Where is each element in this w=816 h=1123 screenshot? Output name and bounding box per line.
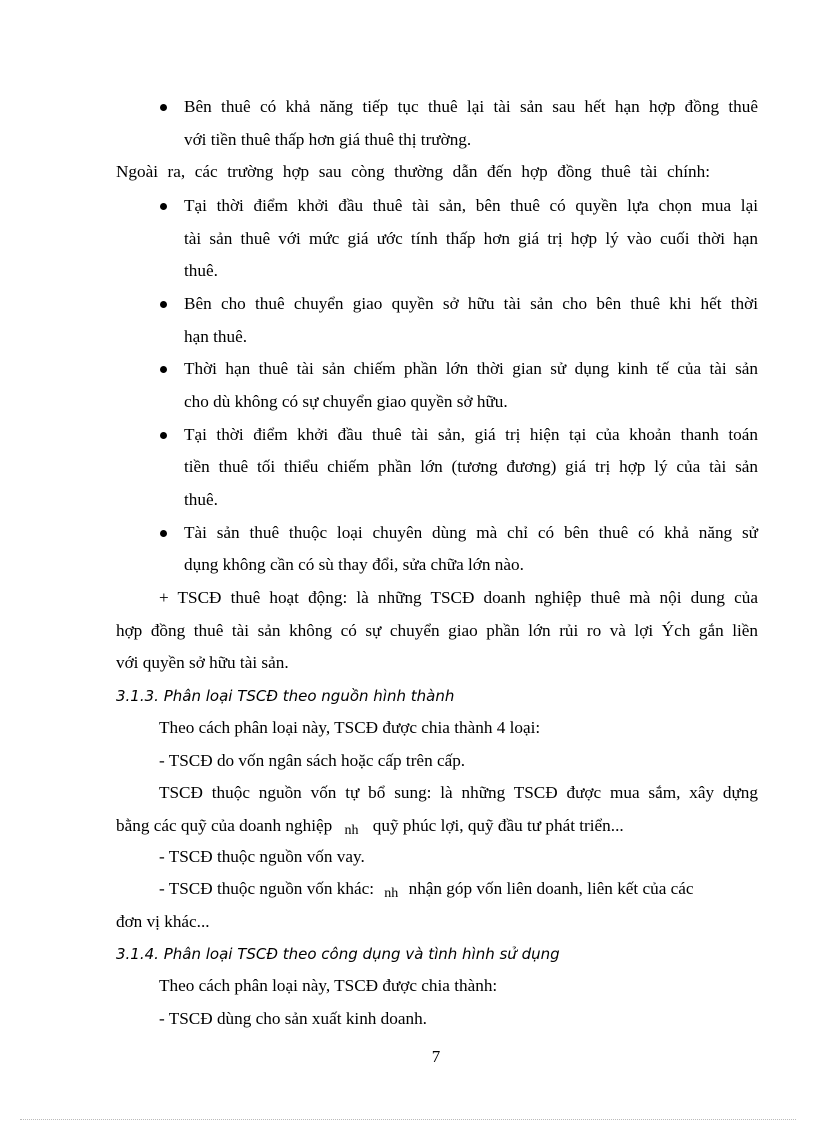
nh-fragment: nh <box>344 823 359 838</box>
bullet-5 <box>160 432 167 439</box>
text-line: với tiền thuê thấp hơn giá thuê thị trường. <box>184 130 472 149</box>
nh-fragment: nh <box>384 886 399 901</box>
text-line: Thời hạn thuê tài sản chiếm phần lớn thời gian sử dụng kinh tế của tài sản <box>184 359 758 378</box>
text-line: TSCĐ thuộc nguồn vốn tự bổ sung: là những TSCĐ được mua sắm, xây dựng <box>159 783 758 802</box>
text-segment: - TSCĐ thuộc nguồn vốn khác: <box>159 879 374 898</box>
text-line: hợp đồng thuê tài sản không có sự chuyển giao phần lớn rủi ro và lợi Ých gắn liền <box>116 621 758 640</box>
text-line: tiền thuê tối thiểu chiếm phần lớn (tương đương) giá trị hợp lý của tài sản <box>184 457 758 476</box>
text-line <box>159 878 694 902</box>
text-line: - TSCĐ do vốn ngân sách hoặc cấp trên cấp. <box>159 751 466 770</box>
text-segment: quỹ phúc lợi, quỹ đầu tư phát triển... <box>372 816 624 835</box>
text-line: + TSCĐ thuê hoạt động: là những TSCĐ doanh nghiệp thuê mà nội dung của <box>159 588 758 607</box>
text-line: - TSCĐ dùng cho sản xuất kinh doanh. <box>159 1009 427 1028</box>
text-line: Tại thời điểm khởi đầu thuê tài sản, bên thuê có quyền lựa chọn mua lại <box>184 196 758 215</box>
bullet-3 <box>160 301 167 308</box>
section-heading-3-1-3: 3.1.3. Phân loại TSCĐ theo nguồn hình thành <box>116 687 455 705</box>
page-number: 7 <box>431 1047 441 1066</box>
bullet-6 <box>160 530 167 537</box>
text-line: thuê. <box>184 490 218 509</box>
text-line: tài sản thuê với mức giá ước tính thấp hơn giá trị hợp lý vào cuối thời hạn <box>184 229 758 248</box>
text-line: Tài sản thuê thuộc loại chuyên dùng mà chỉ có bên thuê có khả năng sử <box>184 523 758 542</box>
text-line: thuê. <box>184 261 218 280</box>
text-segment: bằng các quỹ của doanh nghiệp <box>116 816 333 835</box>
text-line: Theo cách phân loại này, TSCĐ được chia thành: <box>159 976 498 995</box>
text-line: đơn vị khác... <box>116 912 210 931</box>
text-line: hạn thuê. <box>184 327 248 346</box>
text-line: với quyền sở hữu tài sản. <box>116 653 289 672</box>
text-line: Bên thuê có khả năng tiếp tục thuê lại tài sản sau hết hạn hợp đồng thuê <box>184 97 758 116</box>
text-line: dụng không cần có sù thay đổi, sửa chữa lớn nào. <box>184 555 524 574</box>
bullet-2 <box>160 203 167 210</box>
text-line <box>116 815 624 839</box>
page-bottom-divider <box>20 1119 796 1120</box>
text-line: Theo cách phân loại này, TSCĐ được chia thành 4 loại: <box>159 718 541 737</box>
bullet-1 <box>160 104 167 111</box>
text-line: Ngoài ra, các trường hợp sau còng thường dẫn đến hợp đồng thuê tài chính: <box>116 162 710 181</box>
text-line: Bên cho thuê chuyển giao quyền sở hữu tài sản cho bên thuê khi hết thời <box>184 294 758 313</box>
text-line: - TSCĐ thuộc nguồn vốn vay. <box>159 847 365 866</box>
text-segment: nhận góp vốn liên doanh, liên kết của các <box>408 879 694 898</box>
section-heading-3-1-4: 3.1.4. Phân loại TSCĐ theo công dụng và tình hình sử dụng <box>116 945 560 963</box>
text-line: Tại thời điểm khởi đầu thuê tài sản, giá trị hiện tại của khoản thanh toán <box>184 425 758 444</box>
bullet-4 <box>160 366 167 373</box>
text-line: cho dù không có sự chuyển giao quyền sở hữu. <box>184 392 508 411</box>
